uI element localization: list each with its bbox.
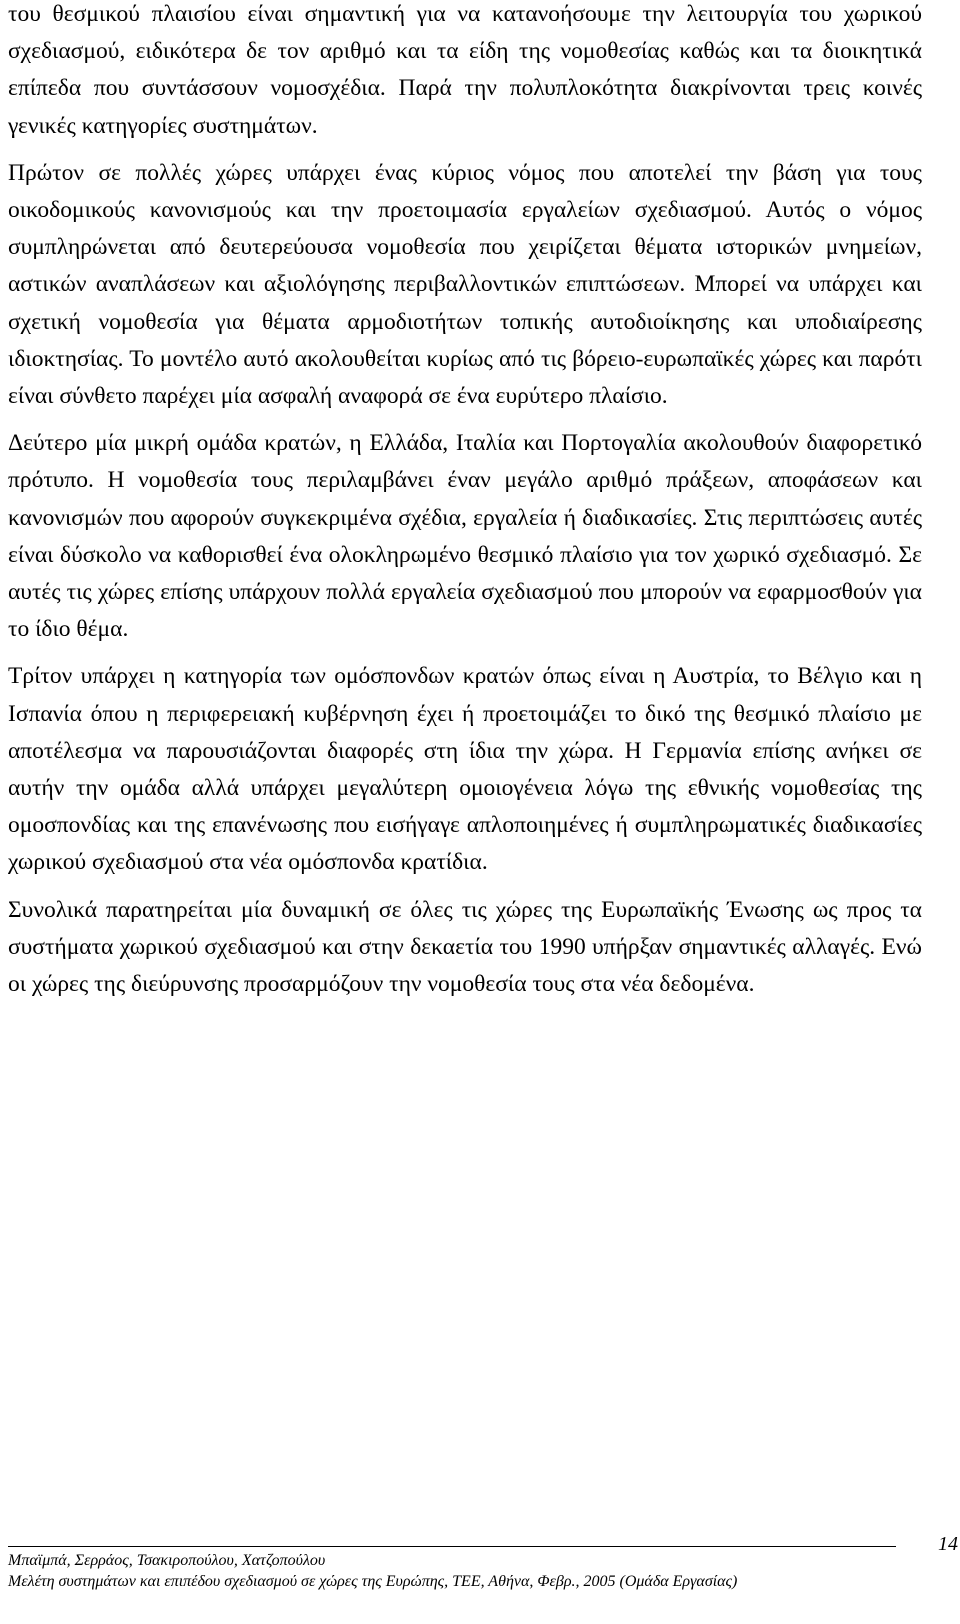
document-body (8, 0, 922, 1003)
footer-authors: Μπαϊμπά, Σερράος, Τσακιροπούλου, Χατζοπούλου (8, 1552, 326, 1569)
footer-divider (8, 1546, 896, 1547)
paragraph-third-category: Τρίτον υπάρχει η κατηγορία των ομόσπονδων κρατών όπως είναι η Αυστρία, το Βέλγιο και η Ισπανία όπου η περιφερειακή κυβέρνηση έχει ή προετοιμάζει το δικό της θεσμικό πλαίσιο με αποτέλεσμα να παρουσιάζονται διαφορές στη ίδια την χώρα. Η Γερμανία επίσης ανήκει σε αυτήν την ομάδα αλλά υπάρχει μεγαλύτερη ομοιογένεια λόγω της εθνικής νομοθεσίας της ομοσπονδίας και της επανένωσης που εισήγαγε απλοποιημένες ή συμπληρωματικές διαδικασίες χωρικού σχεδιασμού στα νέα ομόσπονδα κρατίδια. (8, 663, 922, 876)
paragraph-summary: Συνολικά παρατηρείται μία δυναμική σε όλες τις χώρες της Ευρωπαϊκής Ένωσης ως προς τα συστήματα χωρικού σχεδιασμού και στην δεκαετία του 1990 υπήρξαν σημαντικές αλλαγές. Ενώ οι χώρες της διεύρυνσης προσαρμόζουν την νομοθεσία τους στα νέα δεδομένα. (8, 896, 922, 998)
footer-citation: Μελέτη συστημάτων και επιπέδου σχεδιασμού σε χώρες της Ευρώπης, ΤΕΕ, Αθήνα, Φεβρ., 2005 (Ομάδα Εργασίας) (8, 1573, 738, 1590)
page-footer (8, 1546, 922, 1593)
paragraph-second-category: Δεύτερο μία μικρή ομάδα κρατών, η Ελλάδα, Ιταλία και Πορτογαλία ακολουθούν διαφορετικό πρότυπο. Η νομοθεσία τους περιλαμβάνει έναν μεγάλο αριθμό πράξεων, αποφάσεων και κανονισμών που αφορούν συγκεκριμένα σχέδια, εργαλεία ή διαδικασίες. Στις περιπτώσεις αυτές είναι δύσκολο να καθορισθεί ένα ολοκληρωμένο θεσμικό πλαίσιο για τον χωρικό σχεδιασμό. Σε αυτές τις χώρες επίσης υπάρχουν πολλά εργαλεία σχεδιασμού που μπορούν να εφαρμοσθούν για το ίδιο θέμα. (8, 430, 922, 643)
page-number: 14 (938, 1533, 958, 1555)
paragraph-intro: του θεσμικού πλαισίου είναι σημαντική για να κατανοήσουμε την λειτουργία του χωρικού σχεδιασμού, ειδικότερα δε τον αριθμό και τα είδη της νομοθεσίας καθώς και τα διοικητικά επίπεδα που συντάσσουν νομοσχέδια. Παρά την πολυπλοκότητα διακρίνονται τρεις κοινές γενικές κατηγορίες συστημάτων. (8, 1, 922, 139)
paragraph-first-category: Πρώτον σε πολλές χώρες υπάρχει ένας κύριος νόμος που αποτελεί την βάση για τους οικοδομικούς κανονισμούς και την προετοιμασία εργαλείων σχεδιασμού. Αυτός ο νόμος συμπληρώνεται από δευτερεύουσα νομοθεσία που χειρίζεται θέματα ιστορικών μνημείων, αστικών αναπλάσεων και αξιολόγησης περιβαλλοντικών επιπτώσεων. Μπορεί να υπάρχει και σχετική νομοθεσία για θέματα αρμοδιοτήτων τοπικής αυτοδιοίκησης και υποδιαίρεσης ιδιοκτησίας. Το μοντέλο αυτό ακολουθείται κυρίως από τις βόρειο-ευρωπαϊκές χώρες και παρότι είναι σύνθετο παρέχει μία ασφαλή αναφορά σε ένα ευρύτερο πλαίσιο. (8, 159, 922, 410)
